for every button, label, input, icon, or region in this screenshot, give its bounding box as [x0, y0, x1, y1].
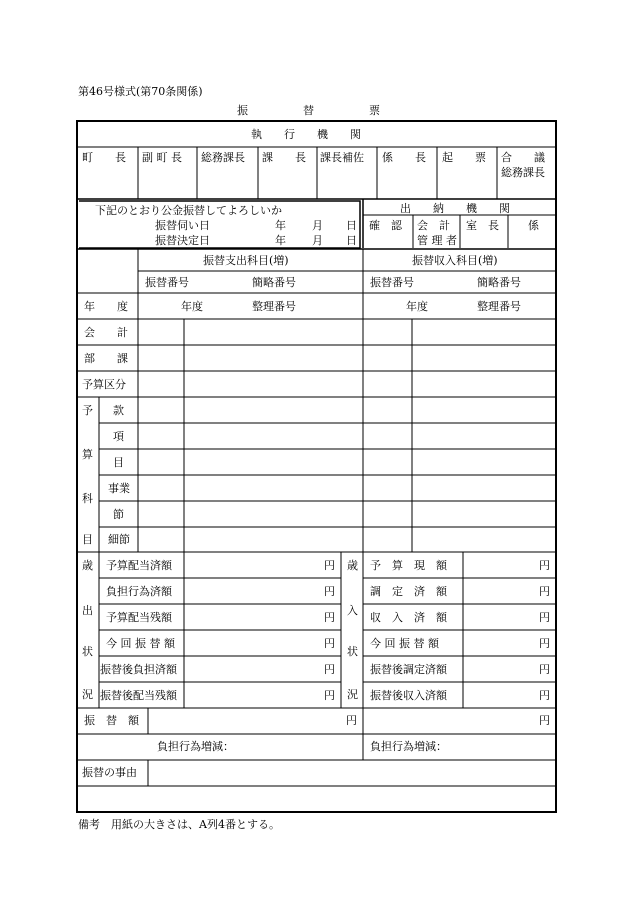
out-account-title: 振替支出科目(増)	[203, 254, 289, 267]
pos-fukuchocho: 副 町 長	[142, 151, 182, 164]
treasury-confirm: 確 認	[369, 219, 402, 232]
sub-setsu: 節	[113, 508, 124, 521]
ask-month: 月	[312, 219, 323, 232]
in-yen-4: 円	[539, 637, 550, 650]
out-short-no: 簡略番号	[252, 276, 296, 289]
out-label-4: 今 回 振 替 額	[106, 637, 175, 650]
out-yen-5: 円	[324, 663, 335, 676]
treasury-kanrisha: 管 理 者	[417, 234, 457, 247]
out-label-6: 振替後配当残額	[100, 689, 177, 702]
out-label-2: 負担行為済額	[106, 585, 172, 598]
transfer-amount-out-yen: 円	[346, 714, 357, 727]
in-yen-6: 円	[539, 689, 550, 702]
in-label-3: 収 入 済 額	[370, 611, 447, 624]
treasury-shitsucho: 室 長	[466, 219, 499, 232]
pos-aigi: 合 議	[501, 151, 545, 164]
out-seiri-no: 整理番号	[252, 300, 296, 313]
pos-kakaricho: 係 長	[382, 151, 426, 164]
out-label-3: 予算配当残額	[106, 611, 172, 624]
decide-month: 月	[312, 234, 323, 247]
out-v4: 況	[82, 688, 93, 701]
out-v3: 状	[82, 645, 93, 658]
in-seiri-no: 整理番号	[477, 300, 521, 313]
transfer-amount-in-yen: 円	[539, 714, 550, 727]
row-yosan-kubun: 予算区分	[82, 378, 126, 391]
decide-date-label: 振替決定日	[155, 234, 210, 247]
futan-out-label: 負担行為増減：	[157, 740, 234, 753]
in-v1: 歳	[347, 559, 358, 572]
in-yen-5: 円	[539, 663, 550, 676]
treasury-title: 出 納 機 関	[400, 202, 510, 215]
in-label-5: 振替後調定済額	[370, 663, 447, 676]
in-v2: 入	[347, 604, 358, 617]
pos-kacho: 課 長	[262, 151, 306, 164]
out-v1: 歳	[82, 559, 93, 572]
footnote: 備考 用紙の大きさは、A列4番とする。	[78, 818, 280, 831]
in-label-1: 予 算 現 額	[370, 559, 447, 572]
out-yen-1: 円	[324, 559, 335, 572]
kamoku-v4: 目	[82, 533, 93, 546]
futan-in-label: 負担行為増減：	[370, 740, 447, 753]
pos-chocho: 町 長	[82, 151, 126, 164]
transfer-amount-label: 振 替 額	[84, 714, 139, 727]
pos-somukacho: 総務課長	[201, 151, 245, 164]
in-short-no: 簡略番号	[477, 276, 521, 289]
in-v4: 況	[347, 688, 358, 701]
sub-kan: 款	[113, 404, 124, 417]
reason-label: 振替の事由	[82, 766, 137, 779]
in-fiscal-year: 年度	[406, 300, 428, 313]
row-buka: 部 課	[84, 352, 128, 365]
in-yen-3: 円	[539, 611, 550, 624]
kamoku-v1: 予	[82, 404, 93, 417]
in-transfer-no: 振替番号	[370, 276, 414, 289]
in-label-6: 振替後収入済額	[370, 689, 447, 702]
ask-day: 日	[346, 219, 357, 232]
kamoku-v2: 算	[82, 448, 93, 461]
sub-saisetsu: 細節	[108, 533, 130, 546]
in-yen-1: 円	[539, 559, 550, 572]
out-yen-2: 円	[324, 585, 335, 598]
decide-year: 年	[275, 234, 286, 247]
form-number: 第46号様式(第70条関係)	[78, 85, 203, 98]
out-label-1: 予算配当済額	[106, 559, 172, 572]
row-kaikei: 会 計	[84, 326, 128, 339]
out-yen-4: 円	[324, 637, 335, 650]
ask-year: 年	[275, 219, 286, 232]
out-v2: 出	[82, 604, 93, 617]
out-fiscal-year: 年度	[181, 300, 203, 313]
in-yen-2: 円	[539, 585, 550, 598]
in-label-2: 調 定 済 額	[370, 585, 447, 598]
row-nendo: 年 度	[84, 300, 128, 313]
out-yen-3: 円	[324, 611, 335, 624]
out-label-5: 振替後負担済額	[100, 663, 177, 676]
out-transfer-no: 振替番号	[145, 276, 189, 289]
pos-kihyo: 起 票	[442, 151, 486, 164]
kamoku-v3: 科	[82, 492, 93, 505]
in-account-title: 振替収入科目(増)	[412, 254, 498, 267]
pos-aigi-somukacho: 総務課長	[501, 166, 545, 179]
treasury-kakari: 係	[528, 219, 539, 232]
approval-statement: 下記のとおり公金振替してよろしいか	[95, 204, 282, 217]
in-label-4: 今 回 振 替 額	[370, 637, 439, 650]
sub-jigyo: 事業	[108, 482, 130, 495]
exec-org-title: 執 行 機 関	[251, 128, 361, 141]
form-title: 振 替 票	[237, 104, 380, 117]
ask-date-label: 振替伺い日	[155, 219, 210, 232]
in-v3: 状	[347, 645, 358, 658]
sub-moku: 目	[113, 456, 124, 469]
pos-kachohosa: 課長補佐	[320, 151, 364, 164]
treasury-kaikei: 会 計	[417, 219, 450, 232]
decide-day: 日	[346, 234, 357, 247]
sub-ko: 項	[113, 430, 124, 443]
out-yen-6: 円	[324, 689, 335, 702]
